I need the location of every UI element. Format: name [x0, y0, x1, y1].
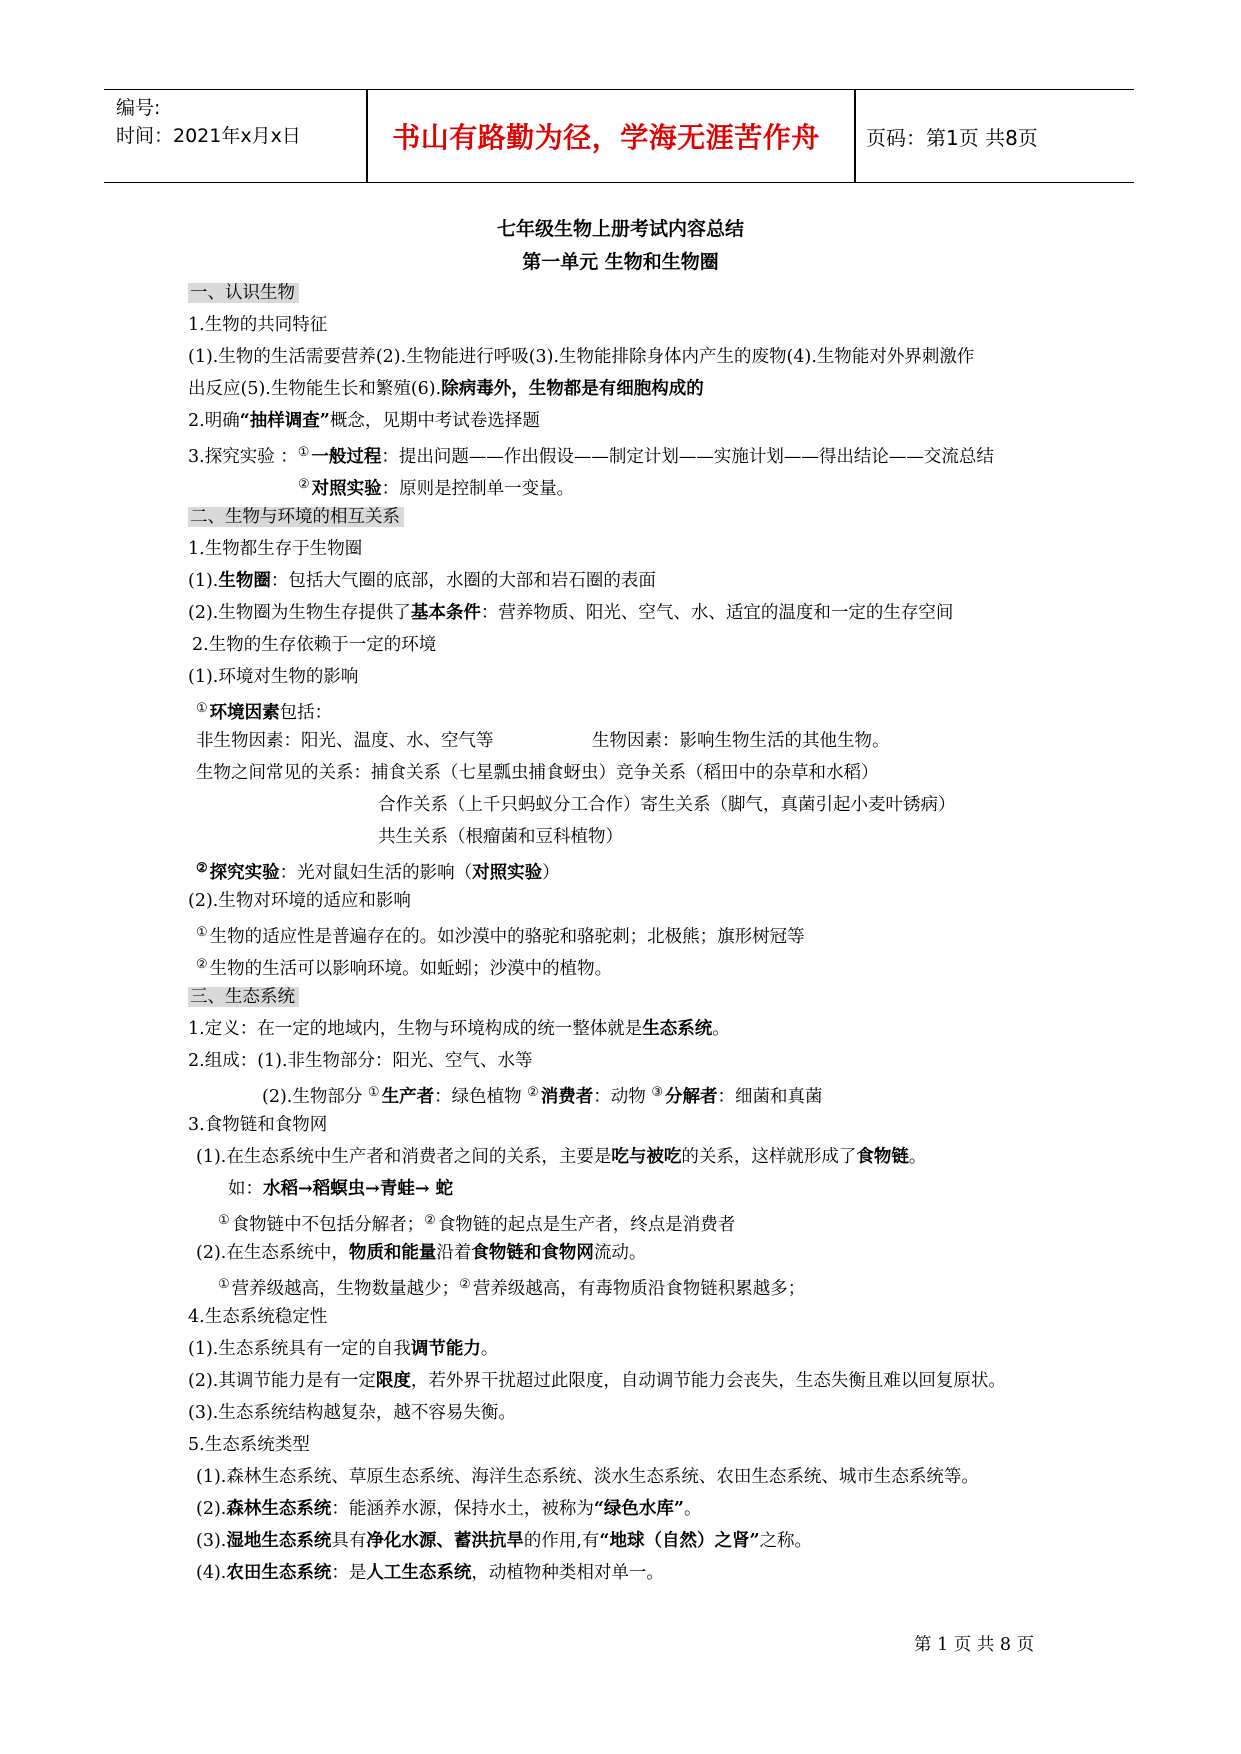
text-span: 合作关系（上千只蚂蚁分工合作）寄生关系（脚气，真菌引起小麦叶锈病）	[378, 795, 956, 815]
text-span: ：细菌和真菌	[717, 1087, 823, 1107]
text-line	[228, 1178, 453, 1200]
text-span: 食物链中不包括分解者；	[231, 1215, 425, 1235]
text-span: (1).环境对生物的影响	[188, 667, 359, 687]
text-span: 。	[712, 1019, 730, 1039]
text-span: 之称。	[759, 1531, 813, 1551]
text-line	[188, 1338, 498, 1360]
circled-number: ①	[218, 1277, 230, 1292]
text-line	[218, 1210, 735, 1236]
text-span: (3).生态系统结构越复杂，越不容易失衡。	[188, 1403, 516, 1423]
text-span: 沿着	[436, 1243, 472, 1263]
text-span: 共生关系（根瘤菌和豆科植物）	[378, 827, 623, 847]
bold-text: 食物链	[856, 1147, 909, 1167]
text-span: 5.生态系统类型	[188, 1435, 310, 1455]
text-span: ：包括大气圈的底部，水圈的大部和岩石圈的表面	[270, 571, 656, 591]
text-span: 3.探究实验 ：	[188, 447, 298, 467]
text-line	[196, 1562, 664, 1584]
circled-number: ②	[459, 1277, 471, 1292]
bold-text: 农田生态系统	[226, 1563, 332, 1583]
text-span: 2.组成：(1).非生物部分：阳光、空气、水等	[188, 1051, 533, 1071]
text-line	[378, 826, 623, 848]
text-span: 4.生态系统稳定性	[188, 1307, 328, 1327]
text-span: 1.生物的共同特征	[188, 315, 328, 335]
bold-text: 森林生态系统	[226, 1499, 332, 1519]
text-span: 1.定义：在一定的地域内，生物与环境构成的统一整体就是	[188, 1019, 643, 1039]
bold-text: 净化水源、蓄洪抗旱	[366, 1531, 524, 1551]
text-span: ：光对鼠妇生活的影响（	[279, 863, 473, 883]
circled-number: ③	[651, 1085, 664, 1100]
text-span: 。	[480, 1339, 499, 1359]
text-span: (2).生物对环境的适应和影响	[188, 891, 411, 911]
text-line	[188, 1018, 730, 1040]
text-span: ：是	[331, 1563, 367, 1583]
text-line	[188, 410, 540, 432]
text-span: (4).	[196, 1563, 227, 1583]
text-line	[196, 698, 332, 724]
text-span: 生物因素：影响生物生活的其他生物。	[592, 731, 890, 751]
text-span: (2).其调节能力是有一定	[188, 1371, 376, 1391]
circled-number: ②	[298, 477, 310, 492]
text-span: (1).生物的生活需要营养(2).生物能进行呼吸(3).生物能排除身体内产生的废物(4).生物能对外界刺激作	[188, 347, 975, 367]
text-span: (3).	[196, 1531, 227, 1551]
text-span: 3.食物链和食物网	[188, 1115, 328, 1135]
text-line	[188, 1370, 1006, 1392]
circled-number: ②	[196, 861, 208, 876]
circled-number: ②	[527, 1085, 539, 1100]
page-info: 页码：第1页 共8页	[866, 126, 1038, 150]
text-line	[218, 1274, 805, 1300]
text-line	[196, 858, 560, 884]
text-span: 1.生物都生存于生物圈	[188, 539, 363, 559]
text-line	[196, 954, 612, 980]
text-line	[188, 346, 974, 368]
text-span: 二、生物与环境的相互关系	[188, 507, 404, 527]
circled-number: ①	[218, 1213, 230, 1228]
text-line	[188, 570, 656, 592]
bold-text: 一般过程	[311, 447, 382, 467]
text-span: 如：	[228, 1179, 263, 1199]
text-line	[188, 442, 994, 468]
bold-text: 对照实验	[311, 479, 382, 499]
text-span: 出反应(5).生物能生长和繁殖(6).	[188, 379, 442, 399]
text-span: ：提出问题——作出假设——制定计划——实施计划——得出结论——交流总结	[381, 447, 994, 467]
bold-text: 水稻→稻螟虫→青蛙→ 蛇	[263, 1179, 454, 1199]
text-line	[196, 1242, 646, 1264]
text-line	[196, 922, 805, 948]
bold-text: “地球（自然）之肾”	[599, 1531, 760, 1551]
text-span: 。	[684, 1499, 702, 1519]
text-span: 流动。	[593, 1243, 647, 1263]
bold-text: 探究实验	[209, 863, 280, 883]
bold-text: 消费者	[540, 1087, 594, 1107]
text-span: ：动物	[593, 1087, 652, 1107]
text-line	[188, 1050, 533, 1072]
page-header	[104, 89, 1134, 183]
text-span: 食物链的起点是生产者，终点是消费者	[437, 1215, 736, 1235]
text-line	[196, 762, 879, 784]
section-heading	[188, 506, 404, 528]
circled-number: ②	[196, 957, 208, 972]
circled-number: ①	[196, 925, 208, 940]
text-span: 的作用,有	[523, 1531, 600, 1551]
unit-subtitle: 第一单元 生物和生物圈	[522, 251, 719, 273]
text-line	[188, 1306, 327, 1328]
text-span: ）	[542, 863, 560, 883]
text-span: (2).在生态系统中，	[196, 1243, 349, 1263]
text-line	[188, 378, 704, 400]
page-footer: 第 1 页 共 8 页	[914, 1635, 1035, 1655]
text-span: 营养级越高，有毒物质沿食物链积累越多；	[472, 1279, 806, 1299]
text-span: (1).生态系统具有一定的自我	[188, 1339, 411, 1359]
section-heading	[188, 282, 299, 304]
circled-number: ①	[367, 1085, 380, 1100]
text-span: 营养级越高，生物数量越少；	[231, 1279, 460, 1299]
circled-number: ①	[297, 445, 310, 460]
bold-text: 环境因素	[209, 703, 280, 723]
text-span: ：原则是控制单一变量。	[381, 479, 575, 499]
text-span: (1).森林生态系统、草原生态系统、海洋生态系统、淡水生态系统、农田生态系统、城市生态系统等。	[196, 1467, 979, 1487]
section-heading	[188, 986, 299, 1008]
text-line	[188, 538, 362, 560]
text-line	[188, 602, 953, 624]
text-span: (2).	[196, 1499, 227, 1519]
text-span: 三、生态系统	[188, 987, 299, 1007]
text-line	[188, 666, 358, 688]
bold-text: 湿地生态系统	[226, 1531, 332, 1551]
text-line	[196, 1530, 812, 1552]
text-span: (2).生物部分	[262, 1087, 368, 1107]
text-span: (2).生物圈为生物生存提供了	[188, 603, 411, 623]
bold-text: 基本条件	[410, 603, 481, 623]
text-span: ：能涵养水源，保持水土，被称为	[331, 1499, 594, 1519]
text-span: ：营养物质、阳光、空气、水、适宜的温度和一定的生存空间	[480, 603, 954, 623]
circled-number: ①	[196, 701, 208, 716]
text-span: 概念，见期中考试卷选择题	[329, 411, 540, 431]
text-span: 的关系，这样就形成了	[681, 1147, 857, 1167]
document-title: 七年级生物上册考试内容总结	[496, 218, 744, 240]
bold-text: 物质和能量	[348, 1243, 437, 1263]
text-span: 包括：	[279, 703, 333, 723]
text-line	[188, 1434, 310, 1456]
header-divider	[854, 90, 856, 182]
bold-text: 人工生态系统	[366, 1563, 472, 1583]
text-span: ，动植物种类相对单一。	[471, 1563, 664, 1583]
text-span: ，若外界干扰超过此限度，自动调节能力会丧失，生态失衡且难以回复原状。	[410, 1371, 1006, 1391]
text-span: (1).	[188, 571, 219, 591]
bold-text: 生态系统	[642, 1019, 713, 1039]
text-line	[592, 730, 890, 752]
text-span: 具有	[331, 1531, 367, 1551]
bold-text: 食物链和食物网	[471, 1243, 594, 1263]
bold-text: 生产者	[381, 1087, 435, 1107]
text-line	[188, 314, 327, 336]
text-line	[378, 794, 956, 816]
bold-text: “绿色水库”	[593, 1499, 684, 1519]
number-label: 编号:	[116, 97, 161, 119]
bold-text: “抽样调查”	[239, 411, 330, 431]
motto: 书山有路勤为径，学海无涯苦作舟	[392, 121, 820, 154]
text-span: 一、认识生物	[188, 283, 299, 303]
text-line	[196, 1466, 979, 1488]
bold-text: 分解者	[665, 1087, 718, 1107]
text-span: 。	[908, 1147, 927, 1167]
text-line	[196, 1498, 702, 1520]
header-motto-cell	[366, 116, 846, 208]
text-span: (1).在生态系统中生产者和消费者之间的关系，主要是	[196, 1147, 612, 1167]
text-span: 非生物因素：阳光、温度、水、空气等	[196, 731, 494, 751]
bold-text: 调节能力	[410, 1339, 481, 1359]
text-line	[196, 730, 494, 752]
text-span: 生物的适应性是普遍存在的。如沙漠中的骆驼和骆驼刺；北极熊；旗形树冠等	[209, 927, 805, 947]
text-span: 2.生物的生存依赖于一定的环境	[192, 635, 437, 655]
bold-text: 对照实验	[472, 863, 543, 883]
text-span: ：绿色植物	[434, 1087, 528, 1107]
text-line	[262, 1082, 823, 1108]
text-span: 生物的生活可以影响环境。如蚯蚓；沙漠中的植物。	[209, 959, 613, 979]
time-label: 时间：2021年x月x日	[116, 125, 301, 147]
bold-text: 生物圈	[218, 571, 271, 591]
bold-text: 除病毒外，生物都是有细胞构成的	[441, 379, 704, 399]
circled-number: ②	[424, 1213, 436, 1228]
text-line	[188, 1114, 327, 1136]
text-line	[196, 1146, 926, 1168]
text-line	[192, 634, 436, 656]
text-span: 2.明确	[188, 411, 240, 431]
text-line	[298, 474, 574, 500]
text-span: 生物之间常见的关系：捕食关系（七星瓢虫捕食蚜虫）竞争关系（稻田中的杂草和水稻）	[196, 763, 879, 783]
text-line	[188, 890, 411, 912]
bold-text: 吃与被吃	[611, 1147, 682, 1167]
bold-text: 限度	[375, 1371, 411, 1391]
text-line	[188, 1402, 516, 1424]
